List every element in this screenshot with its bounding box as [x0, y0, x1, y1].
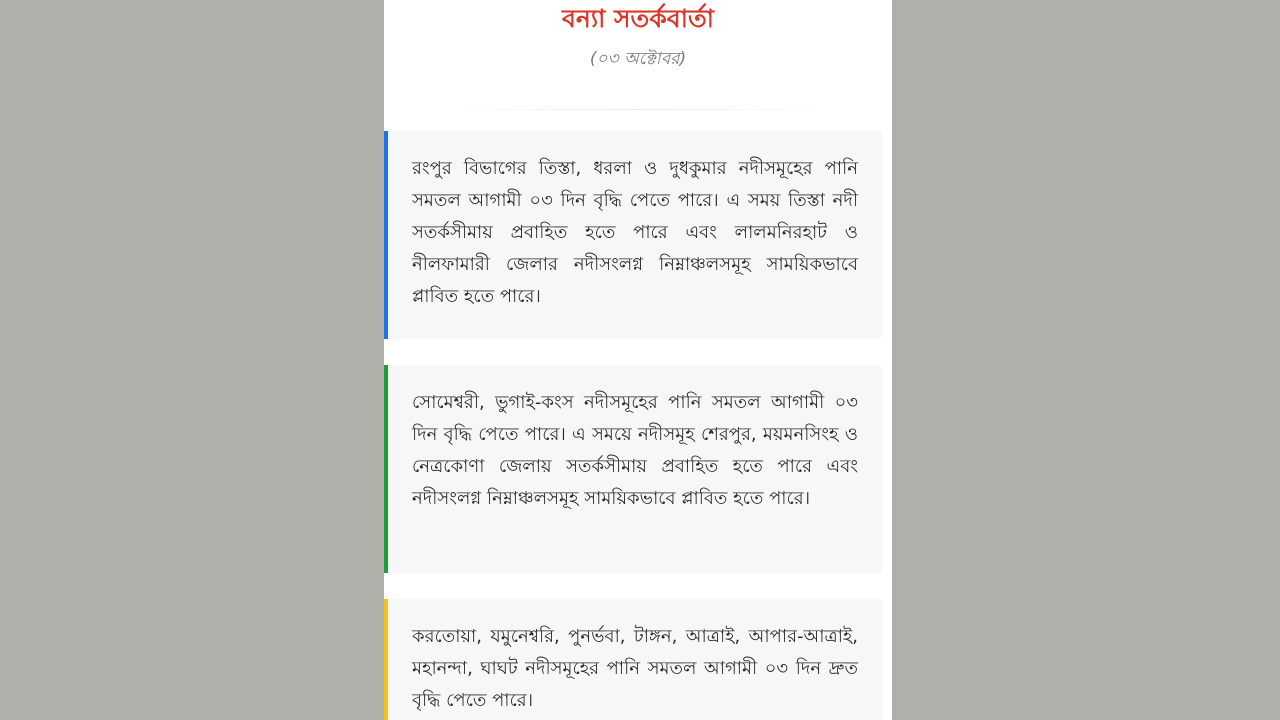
- alert-text: করতোয়া, যমুনেশ্বরি, পুনর্ভবা, টাঙ্গন, আত্রাই, আপার-আত্রাই, মহানন্দা, ঘাঘট নদীসমূহের পানি সমতল আগামী ০৩ দিন দ্রুত বৃদ্ধি পেতে পারে।: [412, 626, 858, 711]
- card-accent-bar: [384, 131, 388, 339]
- page-date: (০৩ অক্টোবর): [589, 49, 687, 69]
- alert-text: রংপুর বিভাগের তিস্তা, ধরলা ও দুধকুমার নদীসমূহের পানি সমতল আগামী ০৩ দিন বৃদ্ধি পেতে পারে। এ সময় তিস্তা নদী সতর্কসীমায় প্রবাহিত হতে পারে এবং লালমনিরহাট ও নীলফামারী জেলার নদীসংলগ্ন নিম্নাঞ্চলসমূহ সাময়িকভাবে প্লাবিত হতে পারে।: [412, 158, 858, 307]
- page-header: [384, 0, 892, 110]
- card-accent-bar: [384, 365, 388, 573]
- alert-text: সোমেশ্বরী, ভুগাই-কংস নদীসমূহের পানি সমতল আগামী ০৩ দিন বৃদ্ধি পেতে পারে। এ সময়ে নদীসমূহ শেরপুর, ময়মনসিংহ ও নেত্রকোণা জেলায় সতর্কসীমায় প্রবাহিত হতে পারে এবং নদীসংলগ্ন নিম্নাঞ্চলসমূহ সাময়িকভাবে প্লাবিত হতে পারে।: [412, 392, 858, 509]
- content-column: [384, 0, 892, 720]
- alert-card-someshwari: [384, 365, 882, 573]
- alert-card-karatoya: [384, 599, 882, 720]
- card-accent-bar: [384, 599, 388, 720]
- alert-card-rangpur: [384, 131, 882, 339]
- page-title: বন্যা সতর্কবার্তা: [562, 4, 714, 33]
- header-divider: [444, 109, 832, 110]
